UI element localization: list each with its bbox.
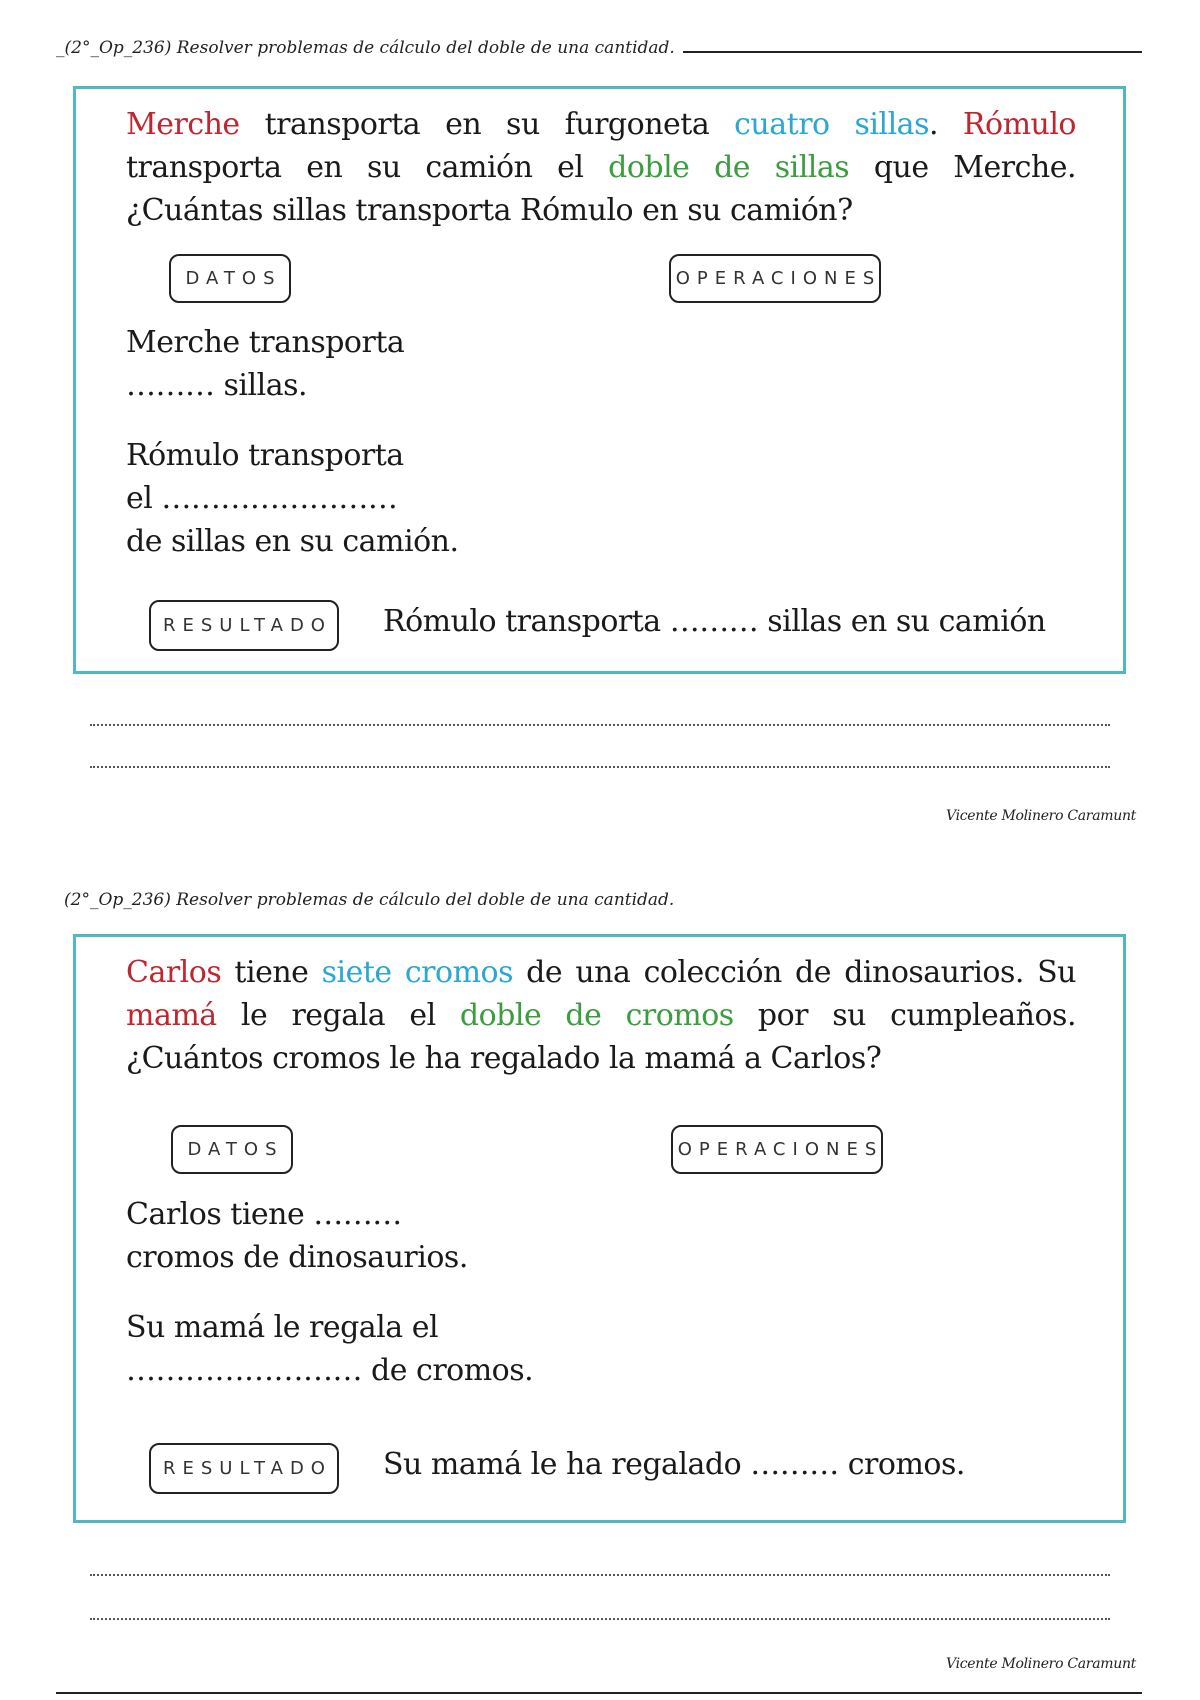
sheet2-header-text: (2°_Op_236) Resolver problemas de cálculo del doble de una cantidad. [64, 890, 675, 910]
statement-text: le regala el [216, 998, 460, 1033]
statement-text: . [928, 107, 963, 142]
datos-line: Carlos tiene ……… [126, 1197, 402, 1232]
resultado-sentence: Su mamá le ha regalado ……… cromos. [383, 1447, 965, 1482]
sheet1-header-text: _(2°_Op_236) Resolver problemas de cálculo del doble de una cantidad. [56, 38, 675, 58]
sheet2-problem-card [73, 934, 1126, 1523]
statement-name: Carlos [126, 955, 222, 990]
operaciones-label: OPERACIONES [669, 254, 881, 303]
statement-text: transporta en su furgoneta [239, 107, 735, 142]
statement-name: Rómulo [962, 107, 1076, 142]
bottom-rule [56, 1692, 1142, 1694]
datos-line: ……… sillas. [126, 368, 308, 403]
sheet1-problem-card [73, 86, 1126, 674]
statement-quantity: siete cromos [321, 955, 513, 990]
statement-quantity: cuatro sillas [734, 107, 929, 142]
datos-line: Su mamá le regala el [126, 1310, 439, 1345]
author-credit: Vicente Molinero Caramunt [946, 1656, 1136, 1672]
datos-line: Merche transporta [126, 325, 405, 360]
datos-line: de sillas en su camión. [126, 524, 459, 559]
operaciones-label: OPERACIONES [671, 1125, 883, 1174]
resultado-label: RESULTADO [149, 600, 339, 651]
statement-name: mamá [126, 998, 217, 1033]
statement-double: doble de cromos [459, 998, 734, 1033]
datos-label: DATOS [171, 1125, 293, 1174]
statement-double: doble de sillas [608, 150, 850, 185]
datos-label: DATOS [169, 254, 291, 303]
sheet2-header [64, 890, 674, 910]
datos-line: Rómulo transporta [126, 438, 404, 473]
statement-text: tiene [221, 955, 322, 990]
resultado-label: RESULTADO [149, 1443, 339, 1494]
statement-text: transporta en su camión el [126, 150, 609, 185]
author-credit: Vicente Molinero Caramunt [946, 808, 1136, 824]
resultado-sentence: Rómulo transporta ……… sillas en su camión [383, 604, 1046, 639]
answer-line [90, 1618, 1110, 1620]
statement-text: de una colección de dinosaurios. Su [512, 955, 1076, 990]
datos-line: cromos de dinosaurios. [126, 1240, 468, 1275]
sheet2-statement [126, 951, 1076, 1080]
statement-text: que Merche. ¿Cuántas sillas transporta Rómulo en su camión? [126, 150, 1076, 228]
answer-line [90, 766, 1110, 768]
answer-line [90, 1574, 1110, 1576]
answer-line [90, 724, 1110, 726]
sheet1-header [56, 38, 1142, 58]
header-rule [683, 51, 1142, 53]
datos-line: el …………………… [126, 481, 398, 516]
sheet1-statement [126, 103, 1076, 232]
statement-name: Merche [126, 107, 240, 142]
statement-text: por su cumpleaños. ¿Cuántos cromos le ha regalado la mamá a Carlos? [126, 998, 1076, 1076]
datos-line: …………………… de cromos. [126, 1353, 534, 1388]
